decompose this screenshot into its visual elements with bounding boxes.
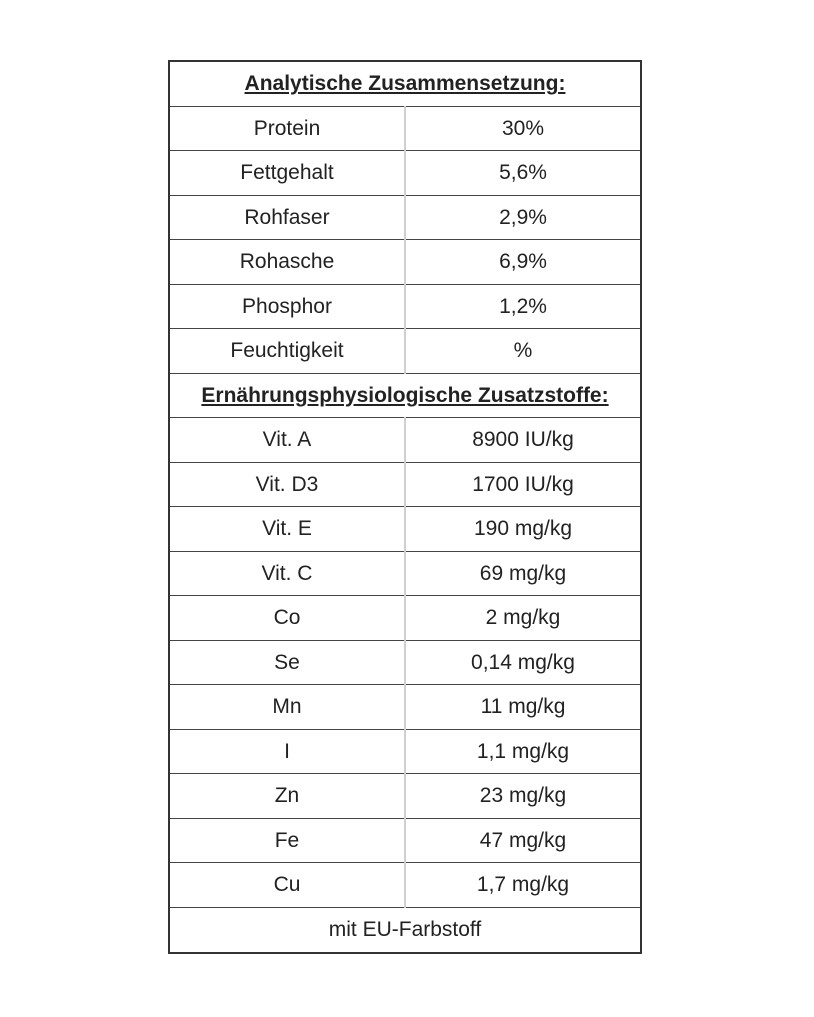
table-row xyxy=(170,507,640,552)
table-row xyxy=(170,195,640,240)
additives-heading: Ernährungsphysiologische Zusatzstoffe: xyxy=(170,373,640,418)
row-label: Se xyxy=(170,640,405,685)
row-label: I xyxy=(170,729,405,774)
footer-note: mit EU-Farbstoff xyxy=(170,907,640,952)
footer-row xyxy=(170,907,640,952)
additives-heading-row xyxy=(170,373,640,418)
table-row xyxy=(170,418,640,463)
composition-table xyxy=(170,62,640,952)
row-label: Vit. E xyxy=(170,507,405,552)
row-value: 6,9% xyxy=(405,240,640,285)
row-value: 2,9% xyxy=(405,195,640,240)
row-value: 69 mg/kg xyxy=(405,551,640,596)
row-value: % xyxy=(405,329,640,374)
row-value: 5,6% xyxy=(405,151,640,196)
row-label: Fe xyxy=(170,818,405,863)
row-value: 11 mg/kg xyxy=(405,685,640,730)
table-row xyxy=(170,640,640,685)
row-label: Zn xyxy=(170,774,405,819)
row-label: Cu xyxy=(170,863,405,908)
row-value: 30% xyxy=(405,106,640,151)
table-row xyxy=(170,863,640,908)
row-value: 1,1 mg/kg xyxy=(405,729,640,774)
table-row xyxy=(170,462,640,507)
row-label: Rohasche xyxy=(170,240,405,285)
row-value: 190 mg/kg xyxy=(405,507,640,552)
row-value: 23 mg/kg xyxy=(405,774,640,819)
row-value: 1,2% xyxy=(405,284,640,329)
analytical-heading-row xyxy=(170,62,640,106)
table-row xyxy=(170,685,640,730)
row-value: 1,7 mg/kg xyxy=(405,863,640,908)
row-value: 2 mg/kg xyxy=(405,596,640,641)
row-value: 8900 IU/kg xyxy=(405,418,640,463)
row-label: Vit. A xyxy=(170,418,405,463)
table-row xyxy=(170,596,640,641)
row-label: Feuchtigkeit xyxy=(170,329,405,374)
analytical-heading: Analytische Zusammensetzung: xyxy=(170,62,640,106)
table-row xyxy=(170,729,640,774)
table-row xyxy=(170,106,640,151)
row-label: Protein xyxy=(170,106,405,151)
row-label: Mn xyxy=(170,685,405,730)
row-label: Vit. D3 xyxy=(170,462,405,507)
table-row xyxy=(170,818,640,863)
row-label: Phosphor xyxy=(170,284,405,329)
table-row xyxy=(170,774,640,819)
table-row xyxy=(170,551,640,596)
table-row xyxy=(170,284,640,329)
row-value: 0,14 mg/kg xyxy=(405,640,640,685)
table-row xyxy=(170,151,640,196)
table-row xyxy=(170,329,640,374)
row-label: Vit. C xyxy=(170,551,405,596)
row-label: Rohfaser xyxy=(170,195,405,240)
row-label: Co xyxy=(170,596,405,641)
row-value: 1700 IU/kg xyxy=(405,462,640,507)
row-label: Fettgehalt xyxy=(170,151,405,196)
composition-table-frame xyxy=(168,60,642,954)
row-value: 47 mg/kg xyxy=(405,818,640,863)
table-row xyxy=(170,240,640,285)
